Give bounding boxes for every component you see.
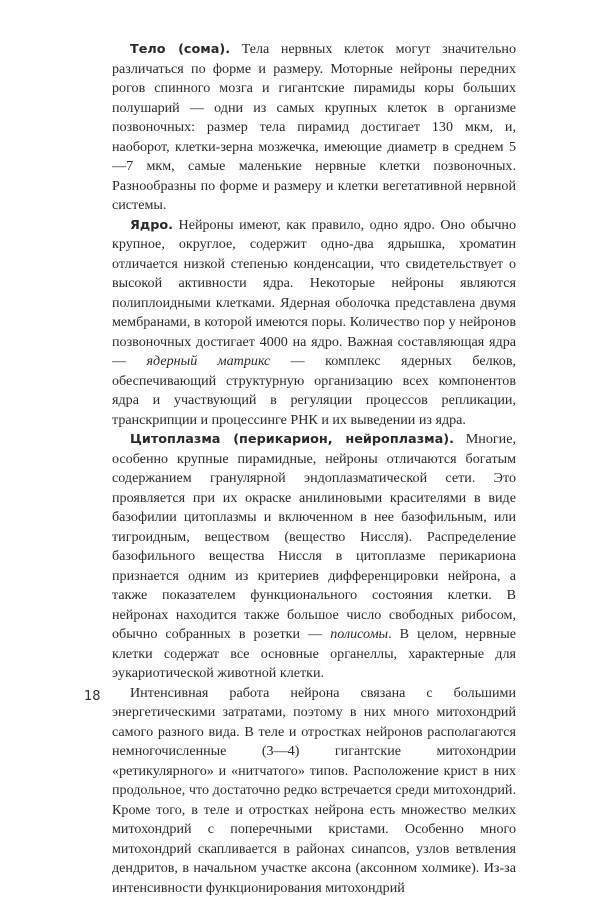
paragraph-nucleus: [112, 216, 516, 431]
paragraph-text: Тела нервных клеток могут значительно различаться по форме и размеру. Моторные нейроны передних рогов спинного мозга и гигантские пирамиды коры больших полушарий — одни из самых крупных клеток в организме позвоночных: размер тела пирамид достигает 130 мкм, и, наоборот, клетки-зерна мозжечка, имеющие диаметр в среднем 5—7 мкм, самые маленькие нервные клетки позвоночных. Разнообразны по форме и размеру и клетки вегетативной нервной системы.: [112, 41, 516, 213]
term-soma: Тело (сома).: [130, 42, 230, 57]
page-number: 18: [84, 689, 101, 704]
paragraph-text: . В целом, нервные клетки содержат все основные органеллы, характерные для эукариотической животной клетки.: [112, 626, 516, 681]
paragraph-soma: [112, 40, 516, 216]
emphasis-polysomes: полисомы: [330, 626, 388, 642]
term-nucleus: Ядро.: [130, 218, 173, 233]
body-text: [112, 40, 516, 898]
paragraph-text: Многие, особенно крупные пирамидные, нейроны отличаются богатым содержанием гранулярной эндоплазматической сети. Это проявляется при их окраске анилиновыми красителями в виде базофилии цитоплазмы и включенном в нее базофильным, или тигроидным, веществом (вещество Ниссля). Распределение базофильного вещества Ниссля в цитоплазме перикариона признается одним из критериев дифференцировки нейрона, а также показателем функционального состояния клетки. В нейронах находится также большое число свободных рибосом, обычно собранных в розетки —: [112, 431, 516, 642]
paragraph-text: Интенсивная работа нейрона связана с большими энергетическими затратами, поэтому в них много митохондрий самого разного вида. В теле и отростках нейронов располагаются немногочисленные (3—4) гигантские митохондрии «ретикулярного» и «нитчатого» типов. Расположение крист в них продольное, что достаточно редко встречается среди митохондрий. Кроме того, в теле и отростках нейрона есть множество мелких митохондрий с поперечными кристами. Особенно много митохондрий скапливается в районах синапсов, узлов ветвления дендритов, в начальном участке аксона (аксонном холмике). Из-за интенсивности функционирования митохондрий: [112, 685, 516, 896]
paragraph-cytoplasm: [112, 430, 516, 684]
paragraph-text: Нейроны имеют, как правило, одно ядро. Оно обычно крупное, округлое, содержит одно-два ядрышка, хроматин отличается низкой степенью конденсации, что свидетельствует о высокой активности ядра. Некоторые нейроны являются полиплоидными клетками. Ядерная оболочка представлена двумя мембранами, в которой имеются поры. Количество пор у нейронов позвоночных достигает 4000 на ядро. Важная составляющая ядра —: [112, 217, 516, 370]
paragraph-text: — комплекс ядерных белков, обеспечивающий структурную организацию всех компонентов ядра и участвующий в регуляции процессов репликации, транскрипции и процессинге РНК и их выведении из ядра.: [112, 353, 516, 428]
emphasis-nuclear-matrix: ядерный матрикс: [147, 353, 271, 369]
term-cytoplasm: Цитоплазма (перикарион, нейроплазма).: [130, 432, 454, 447]
paragraph-mitochondria: [112, 684, 516, 898]
